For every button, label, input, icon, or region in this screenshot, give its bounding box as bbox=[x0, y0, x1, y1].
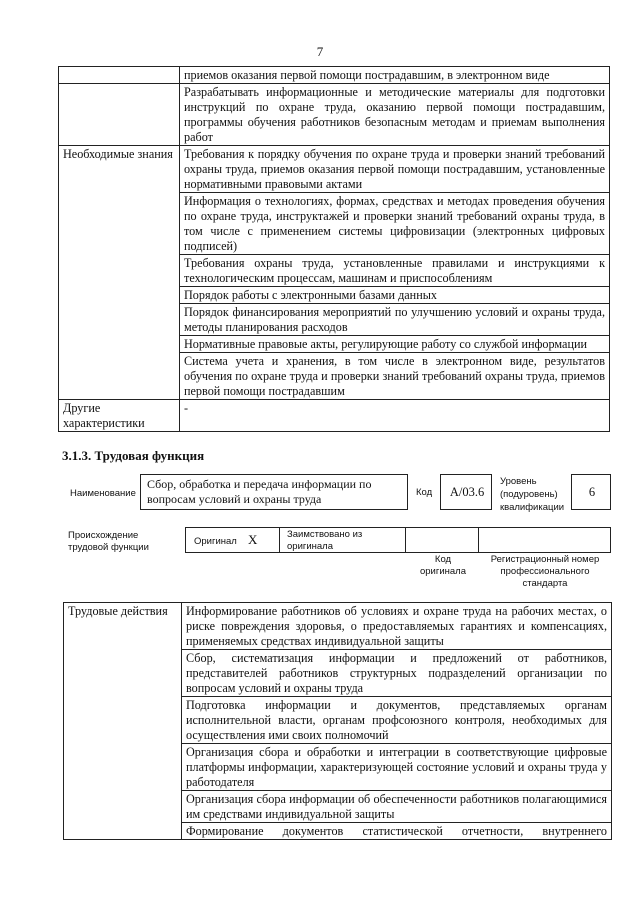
level-value: 6 bbox=[588, 485, 596, 499]
original-code-box bbox=[405, 527, 479, 553]
row-text: - bbox=[180, 400, 610, 432]
row-text: Организация сбора информации об обеспеченности работников полагающимися им средствами индивидуальной защиты bbox=[182, 791, 612, 823]
row-text: Информация о технологиях, формах, средствах и методах проведения обучения по охране труда, инструктажей и проверки знаний требований охраны труда, в том числе с применением системы цифровизации (электронных цифровых подписей) bbox=[180, 193, 610, 255]
registration-number-box bbox=[478, 527, 611, 553]
row-label bbox=[59, 67, 180, 84]
row-text: Разрабатывать информационные и методические материалы для подготовки инструкций по охране труда, оказанию первой помощи пострадавшим, программы обучения работников безопасным методам и приемам выполнения работ bbox=[180, 84, 610, 146]
row-label bbox=[59, 84, 180, 146]
level-label: Уровень (подуровень) квалификации bbox=[500, 476, 565, 513]
table-row bbox=[59, 400, 610, 432]
borrowed-box bbox=[279, 527, 406, 553]
row-label-other: Другие характеристики bbox=[59, 400, 180, 432]
row-label-labor-actions: Трудовые действия bbox=[64, 603, 182, 840]
code-label: Код bbox=[416, 487, 433, 498]
borrowed-label: Заимствовано из оригинала bbox=[287, 529, 363, 552]
labor-actions-table bbox=[63, 602, 612, 840]
table-row bbox=[59, 84, 610, 146]
code-value: А/03.6 bbox=[449, 485, 485, 499]
name-value-box bbox=[140, 474, 408, 510]
origin-label: Происхождение трудовой функции bbox=[68, 530, 149, 553]
table-row bbox=[59, 146, 610, 193]
table-row bbox=[64, 603, 612, 650]
row-text: Требования охраны труда, установленные правилами и инструкциями к технологическим процессам, машинам и приспособлениям bbox=[180, 255, 610, 287]
row-text: Порядок финансирования мероприятий по улучшению условий и охраны труда, методы планирования расходов bbox=[180, 304, 610, 336]
page-number: 7 bbox=[316, 44, 324, 59]
requirements-table bbox=[58, 66, 610, 432]
original-label: Оригинал bbox=[194, 536, 237, 547]
code-value-box bbox=[440, 474, 492, 510]
level-value-box bbox=[571, 474, 611, 510]
table-row bbox=[59, 67, 610, 84]
row-text: приемов оказания первой помощи пострадавшим, в электронном виде bbox=[180, 67, 610, 84]
name-label: Наименование bbox=[70, 488, 136, 499]
row-text: Требования к порядку обучения по охране труда и проверки знаний требований охраны труда, приемов оказания первой помощи пострадавшим, установленные нормативными правовыми актами bbox=[180, 146, 610, 193]
row-label-required-knowledge: Необходимые знания bbox=[59, 146, 180, 400]
name-value: Сбор, обработка и передача информации по вопросам условий и охраны труда bbox=[147, 477, 372, 506]
row-text: Сбор, систематизация информации и предложений от работников, представителей работников структурных подразделений организации по вопросам условий и охраны труда bbox=[182, 650, 612, 697]
registration-caption: Регистрационный номер профессионального стандарта bbox=[490, 554, 600, 589]
code-caption: Код оригинала bbox=[419, 554, 466, 577]
original-mark: X bbox=[248, 532, 258, 547]
row-text: Порядок работы с электронными базами данных bbox=[180, 287, 610, 304]
section-heading: 3.1.3. Трудовая функция bbox=[62, 448, 205, 463]
row-text: Нормативные правовые акты, регулирующие работу со службой информации bbox=[180, 336, 610, 353]
row-text: Формирование документов статистической отчетности, внутреннего bbox=[182, 823, 612, 840]
row-text: Организация сбора и обработки и интеграции в соответствующие цифровые платформы информации, характеризующей состояние условий и охраны труда у работодателя bbox=[182, 744, 612, 791]
row-text: Информирование работников об условиях и охране труда на рабочих местах, о риске повреждения здоровья, о предоставляемых гарантиях и компенсациях, применяемых средствах индивидуальной защиты bbox=[182, 603, 612, 650]
original-box bbox=[185, 527, 280, 553]
row-text: Система учета и хранения, в том числе в электронном виде, результатов обучения по охране труда и проверки знаний требований охраны труда, приемов первой помощи пострадавшим bbox=[180, 353, 610, 400]
row-text: Подготовка информации и документов, представляемых органам исполнительной власти, органам профсоюзного контроля, необходимых для осуществления ими своих полномочий bbox=[182, 697, 612, 744]
